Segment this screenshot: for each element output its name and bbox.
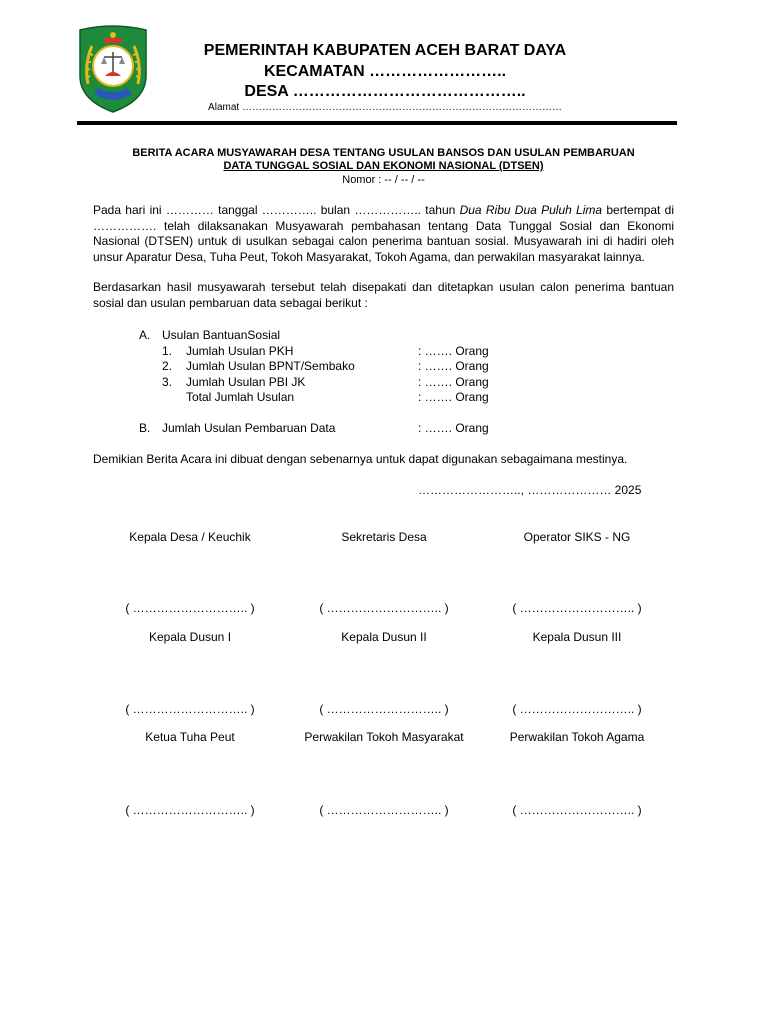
letterhead-village: DESA …………………………………….. [244, 83, 526, 100]
section-b-letter: B. [139, 421, 151, 435]
section-a-heading: Usulan BantuanSosial [162, 328, 281, 342]
total-label: Total Jumlah Usulan [186, 390, 295, 404]
signatory-role: Sekretaris Desa [341, 530, 427, 544]
list-item-number: 3. [162, 375, 173, 389]
signatory-role: Ketua Tuha Peut [145, 730, 235, 744]
letterhead-government: PEMERINTAH KABUPATEN ACEH BARAT DAYA [203, 42, 567, 59]
letterhead-address: Alamat …………………………………………………………………………………… [208, 102, 562, 113]
list-item-number: 2. [162, 359, 173, 373]
decision-paragraph: Berdasarkan hasil musyawarah tersebut telah disepakati dan ditetapkan usulan calon penerima bantuan sosial dan usulan pembaruan data sebagai berikut : [93, 280, 674, 310]
document-title-line2: DATA TUNGGAL SOSIAL DAN EKONOMI NASIONAL (DTSEN) [223, 160, 544, 172]
signature-name-blank: ( ……………………….. ) [125, 803, 255, 817]
total-value: : ……. Orang [418, 390, 489, 404]
opening-paragraph [93, 203, 674, 265]
document-number: Nomor : -- / -- / -- [342, 174, 425, 186]
signature-name-blank: ( ……………………….. ) [125, 702, 255, 716]
signatory-role: Operator SIKS - NG [523, 530, 631, 544]
regency-logo [74, 24, 152, 114]
signature-name-blank: ( ……………………….. ) [512, 702, 642, 716]
section-b-value: : ……. Orang [418, 421, 489, 435]
opening-text-end: bertempat di ……………. telah dilaksanakan Musyawarah pembahasan tentang Data Tunggal Sosial dan Ekonomi Nasional (DTSEN) untuk di usulkan sebagai calon penerima bantuan sosial. Musyawarah ini di hadiri oleh unsur Aparatur Desa, Tuha Peut, Tokoh Masyarakat, Tokoh Agama, dan perwakilan masyarakat lainnya. [93, 203, 674, 264]
signature-name-blank: ( ……………………….. ) [512, 601, 642, 615]
place-and-date: …………………….., ………………… 2025 [418, 483, 642, 497]
signature-name-blank: ( ……………………….. ) [319, 702, 449, 716]
signatory-role: Kepala Dusun II [341, 630, 427, 644]
list-item-value: : ……. Orang [418, 359, 489, 373]
signatory-role: Kepala Dusun III [532, 630, 622, 644]
coat-of-arms-icon [74, 24, 152, 114]
signature-name-blank: ( ……………………….. ) [125, 601, 255, 615]
list-item-value: : ……. Orang [418, 375, 489, 389]
list-item-label: Jumlah Usulan BPNT/Sembako [186, 359, 355, 373]
closing-statement: Demikian Berita Acara ini dibuat dengan sebenarnya untuk dapat digunakan sebagaimana mestinya. [93, 452, 628, 466]
signatory-role: Kepala Desa / Keuchik [129, 530, 251, 544]
signature-name-blank: ( ……………………….. ) [319, 601, 449, 615]
list-item-number: 1. [162, 344, 173, 358]
signatory-role: Perwakilan Tokoh Agama [509, 730, 645, 744]
signature-name-blank: ( ……………………….. ) [512, 803, 642, 817]
section-a-letter: A. [139, 328, 151, 342]
year-in-words: Dua Ribu Dua Puluh Lima [459, 203, 603, 217]
signatory-role: Perwakilan Tokoh Masyarakat [304, 730, 464, 744]
letterhead-divider [77, 121, 677, 125]
list-item-value: : ……. Orang [418, 344, 489, 358]
document-title: BERITA ACARA MUSYAWARAH DESA TENTANG USULAN BANSOS DAN USULAN PEMBARUAN [132, 147, 635, 159]
letterhead-district: KECAMATAN …………………….. [263, 63, 507, 80]
list-item-label: Jumlah Usulan PBI JK [186, 375, 306, 389]
section-b-label: Jumlah Usulan Pembaruan Data [162, 421, 336, 435]
opening-text-start: Pada hari ini ………… tanggal ………….. bulan …………….. tahun [93, 203, 460, 217]
signature-name-blank: ( ……………………….. ) [319, 803, 449, 817]
list-item-label: Jumlah Usulan PKH [186, 344, 294, 358]
signatory-role: Kepala Dusun I [148, 630, 232, 644]
